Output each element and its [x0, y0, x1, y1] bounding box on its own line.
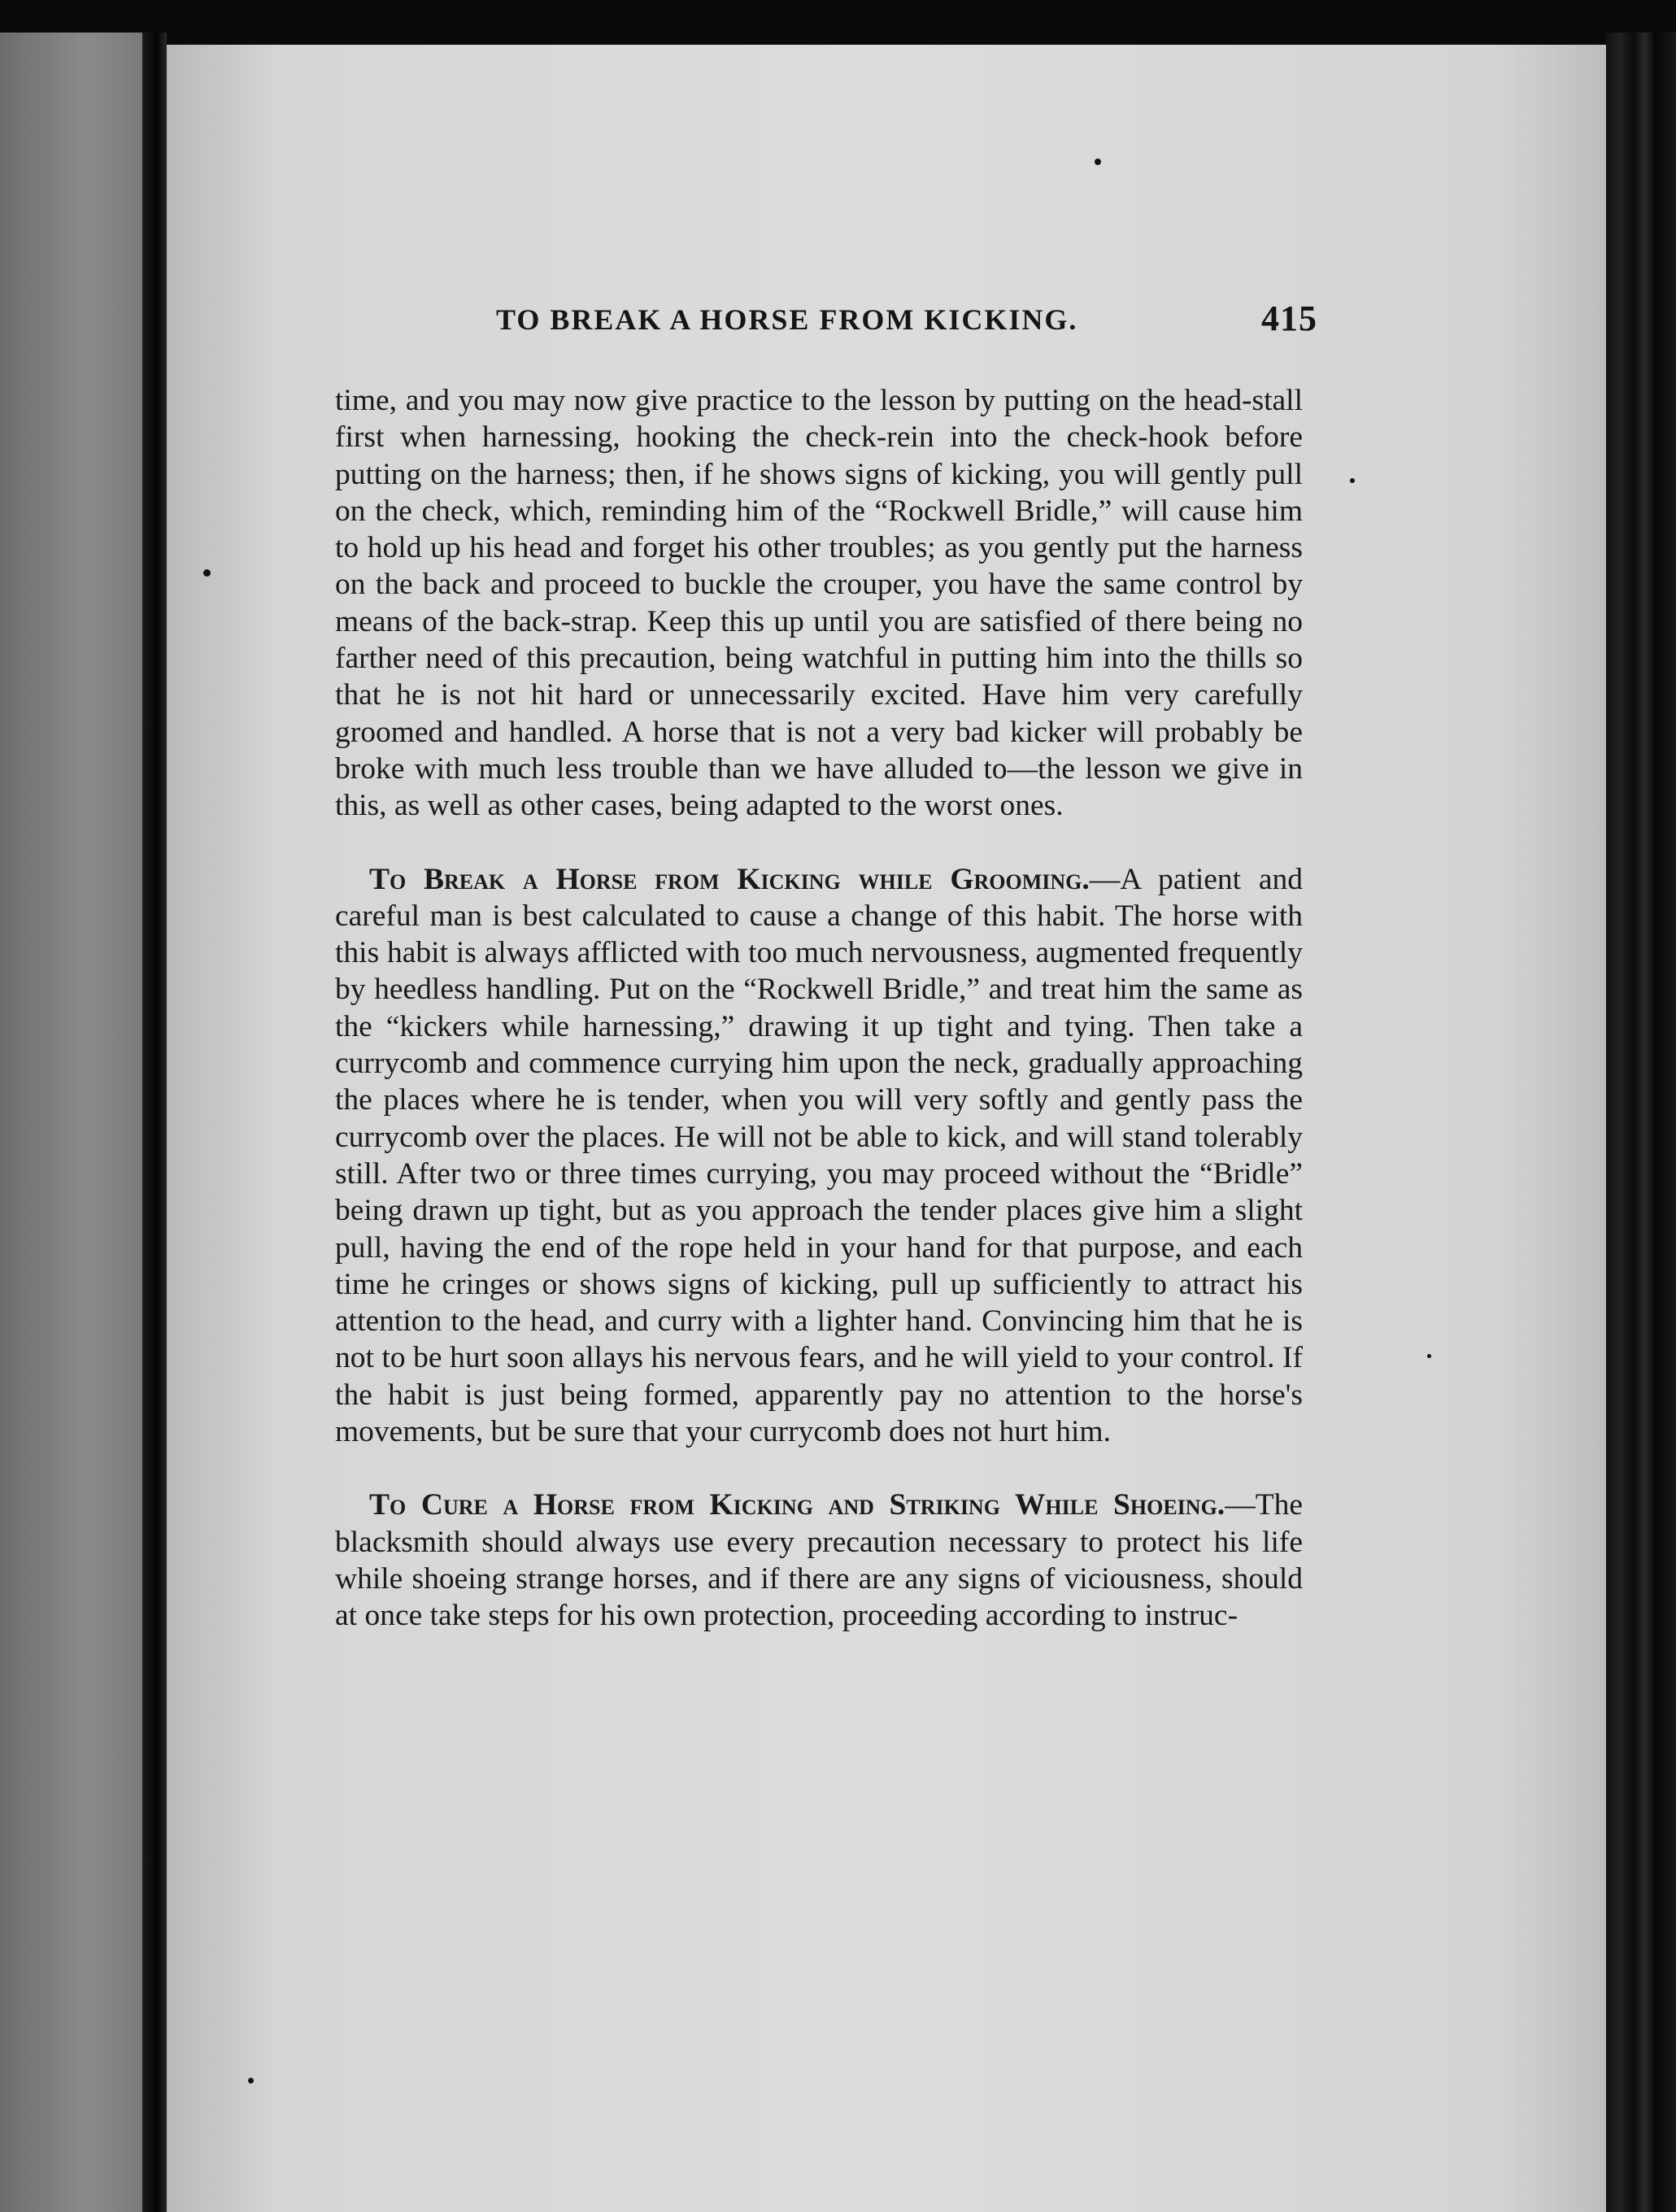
section-heading: To Break a Horse from Kicking while Grooming.: [369, 862, 1090, 896]
facing-page-edge: [0, 33, 142, 2212]
paragraph-continuation: [335, 382, 1303, 825]
paragraph-text: —A patient and careful man is best calculated to cause a change of this habit. The horse with this habit is always afflicted with too much nervousness, augmented frequently by heedless handling. Put on the “Rockwell Bridle,” and treat him the same as the “kickers while harnessing,” drawing it up tight and tying. Then take a currycomb and commence currying him upon the neck, gradually approaching the places where he is tender, when you will very softly and gently pass the currycomb over the places. He will not be able to kick, and will stand tolerably still. After two or three times currying, you may proceed without the “Bridle” being drawn up tight, but as you approach the tender places give him a slight pull, having the end of the rope held in your hand for that purpose, and each time he cringes or shows signs of kicking, pull up sufficiently to attract his attention to the head, and curry with a lighter hand. Convincing him that he is not to be hurt soon allays his nervous fears, and he will yield to your control. If the habit is just being formed, apparently pay no attention to the horse's movements, but be sure that your currycomb does not hurt him.: [335, 862, 1303, 1449]
scan-speck: [1427, 1354, 1431, 1358]
page-number: 415: [1261, 298, 1317, 338]
section-kicking-while-grooming: [335, 861, 1303, 1451]
page-stack-edge: [1606, 33, 1676, 2212]
section-heading: To Cure a Horse from Kicking and Striking While Shoeing.: [369, 1488, 1225, 1522]
page-body: [335, 382, 1303, 1635]
scan-speck: [1350, 478, 1355, 483]
book-gutter: [142, 33, 167, 2212]
page-header: [496, 298, 1317, 351]
paragraph-text: time, and you may now give practice to the lesson by putting on the head-stall first when harnessing, hooking the check-rein into the check-hook before putting on the harness; then, if he shows signs of kicking, you will gently pull on the check, which, reminding him of the “Rockwell Bridle,” will cause him to hold up his head and forget his other troubles; as you gently put the harness on the back and proceed to buckle the crouper, you have the same control by means of the back-strap. Keep this up until you are satisfied of there being no farther need of this precaution, being watchful in putting him into the thills so that he is not hit hard or unnecessarily excited. Have him very carefully groomed and handled. A horse that is not a very bad kicker will probably be broke with much less trouble than we have alluded to—the lesson we give in this, as well as other cases, being adapted to the worst ones.: [335, 384, 1303, 823]
section-kicking-while-shoeing: [335, 1487, 1303, 1634]
paragraph-text: —The blacksmith should always use every precaution necessary to protect his life while shoeing strange horses, and if there are any signs of viciousness, should at once take steps for his own protection, proceeding according to instruc-: [335, 1488, 1303, 1633]
scan-speck: [203, 569, 211, 577]
running-head: TO BREAK A HORSE FROM KICKING.: [496, 303, 1078, 336]
scan-speck: [1095, 159, 1101, 165]
scan-speck: [248, 2078, 254, 2084]
